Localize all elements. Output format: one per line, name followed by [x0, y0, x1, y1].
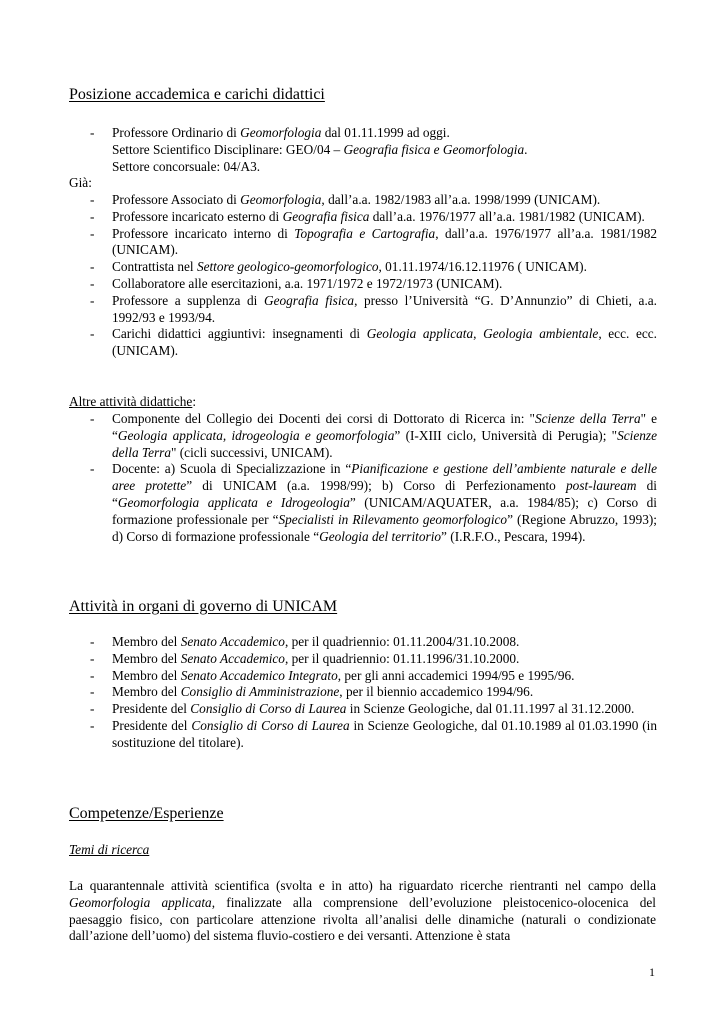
section-title-competenze: Competenze/Esperienze	[69, 805, 224, 822]
list-item: - Professore incaricato interno di Topografia e Cartografia, dall’a.a. 1976/1977 all’a.a. 1981/1982 (UNICAM).	[69, 226, 657, 260]
list-item: - Membro del Senato Accademico Integrato, per gli anni accademici 1994/95 e 1995/96.	[69, 668, 657, 685]
list-item: - Collaboratore alle esercitazioni, a.a. 1971/1972 e 1972/1973 (UNICAM).	[69, 276, 657, 293]
page-number: 1	[649, 965, 655, 979]
list-item: - Professore a supplenza di Geografia fisica, presso l’Università “G. D’Annunzio” di Chieti, a.a. 1992/93 e 1993/94.	[69, 293, 657, 327]
governance-list	[69, 634, 657, 752]
list-item: - Componente del Collegio dei Docenti dei corsi di Dottorato di Ricerca in: "Scienze della Terra" e “Geologia applicata, idrogeologia e geomorfologia” (I-XIII ciclo, Università di Perugia); "Scienze della Terra" (cicli successivi, UNICAM).	[69, 411, 657, 461]
gia-label: Già:	[69, 175, 92, 190]
list-item: - Contrattista nel Settore geologico-geomorfologico, 01.11.1974/16.12.11976 ( UNICAM).	[69, 259, 657, 276]
list-item: - Presidente del Consiglio di Corso di Laurea in Scienze Geologiche, dal 01.10.1989 al 01.03.1990 (in sostituzione del titolare).	[69, 718, 657, 752]
list-item: - Membro del Senato Accademico, per il quadriennio: 01.11.1996/31.10.2000.	[69, 651, 657, 668]
altre-attivita-label: Altre attività didattiche:	[69, 394, 197, 409]
list-item: - Membro del Consiglio di Amministrazione, per il biennio accademico 1994/96.	[69, 684, 657, 701]
section-title-positions: Posizione accademica e carichi didattici	[69, 86, 325, 103]
subtitle-temi-ricerca: Temi di ricerca	[69, 842, 150, 857]
list-item: - Docente: a) Scuola di Specializzazione in “Pianificazione e gestione dell’ambiente naturale e delle aree protette” di UNICAM (a.a. 1998/99); b) Corso di Perfezionamento post-lauream di “Geomorfologia applicata e Idrogeologia” (UNICAM/AQUATER, a.a. 1984/85); c) Corso di formazione professionale per “Specialisti in Rilevamento geomorfologico” (Regione Abruzzo, 1993); d) Corso di formazione professionale “Geologia del territorio” (I.R.F.O., Pescara, 1994).	[69, 461, 657, 545]
altre-attivita-list	[69, 411, 657, 545]
section-title-governance: Attività in organi di governo di UNICAM	[69, 598, 338, 615]
list-item: - Professore incaricato esterno di Geografia fisica dall’a.a. 1976/1977 all’a.a. 1981/1982 (UNICAM).	[69, 209, 657, 226]
list-item: - Presidente del Consiglio di Corso di Laurea in Scienze Geologiche, dal 01.11.1997 al 31.12.2000.	[69, 701, 657, 718]
list-item: - Professore Ordinario di Geomorfologia dal 01.11.1999 ad oggi. Settore Scientifico Disciplinare: GEO/04 – Geografia fisica e Geomorfologia. Settore concorsuale: 04/A3.	[69, 125, 657, 175]
list-item: - Professore Associato di Geomorfologia, dall’a.a. 1982/1983 all’a.a. 1998/1999 (UNICAM).	[69, 192, 657, 209]
current-position-list	[69, 125, 657, 175]
past-positions-list	[69, 192, 657, 360]
research-paragraph: La quarantennale attività scientifica (svolta e in atto) ha riguardato ricerche rientranti nel campo della Geomorfologia applicata, finalizzate alla comprensione dell’evoluzione pleistocenico-olocenica del paesaggio fisico, con particolare attenzione rivolta all’analisi delle dinamiche (naturali o condizionate dall’azione dell’uomo) del sistema fluvio-costiero e dei versanti. Attenzione è stata	[69, 878, 656, 944]
list-item: - Carichi didattici aggiuntivi: insegnamenti di Geologia applicata, Geologia ambientale, ecc. ecc. (UNICAM).	[69, 326, 657, 360]
list-item: - Membro del Senato Accademico, per il quadriennio: 01.11.2004/31.10.2008.	[69, 634, 657, 651]
